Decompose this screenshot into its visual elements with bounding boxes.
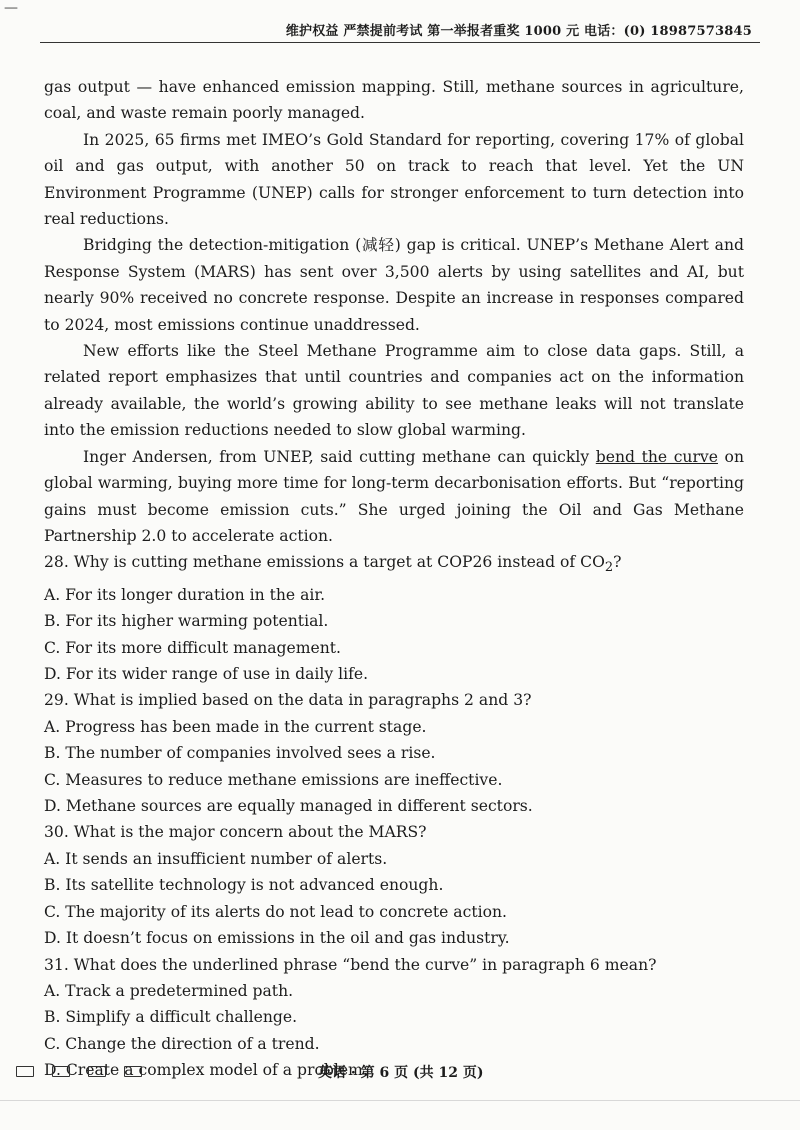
paragraph-1-tail: gas output — have enhanced emission mapping. Still, methane sources in agriculture, coal, and waste remain poorly managed.: [44, 78, 744, 123]
option-a[interactable]: A. It sends an insufficient number of alerts.: [44, 849, 388, 868]
option-c[interactable]: C. The majority of its alerts do not lead to concrete action.: [44, 902, 507, 921]
option-d[interactable]: D. It doesn’t focus on emissions in the oil and gas industry.: [44, 929, 510, 948]
paragraph-5-after: on global warming, buying more time for long-term decarbonisation efforts. But “reporting gains must become emission cuts.” She urged joining the Oil and Gas Methane Partnership 2.0 to accelerate action.: [44, 447, 744, 545]
question-stem: 28. Why is cutting methane emissions a target at COP26 instead of $CO_2$?: [44, 553, 622, 576]
subscript-2: 2: [604, 560, 614, 576]
question-30: [44, 819, 744, 951]
option-b[interactable]: B. The number of companies involved sees a rise.: [44, 744, 436, 763]
question-stem: 31. What does the underlined phrase “bend the curve” in paragraph 6 mean?: [44, 955, 657, 974]
option-c[interactable]: C. Measures to reduce methane emissions are ineffective.: [44, 770, 503, 789]
box-mark-icon: [16, 1066, 34, 1077]
option-d[interactable]: D. Create a complex model of a problem.: [44, 1061, 368, 1080]
box-mark-icon: [52, 1066, 70, 1077]
paragraph-5-before: Inger Andersen, from UNEP, said cutting methane can quickly: [83, 447, 596, 466]
paragraph-3: Bridging the detection-mitigation (减轻) gap is critical. UNEP’s Methane Alert and Response System (MARS) has sent over 3,500 alerts by using satellites and AI, but nearly 90% received no concrete response. Despite an increase in responses compared to 2024, most emissions continue unaddressed.: [44, 236, 744, 334]
question-28: [44, 549, 744, 687]
page-bottom-edge: [0, 1100, 800, 1101]
paragraph-4: New efforts like the Steel Methane Programme aim to close data gaps. Still, a related report emphasizes that until countries and companies act on the information already available, the world’s growing ability to see methane leaks will not translate into the emission reductions needed to slow global warming.: [44, 342, 744, 440]
option-a[interactable]: A. Track a predetermined path.: [44, 981, 294, 1000]
underlined-phrase: bend the curve: [595, 447, 718, 466]
option-b[interactable]: B. For its higher warming potential.: [44, 612, 329, 631]
page-number: 英语 · 第 6 页 (共 12 页): [318, 1065, 484, 1081]
box-mark-icon: [88, 1066, 106, 1077]
question-29: [44, 687, 744, 819]
option-b[interactable]: B. Simplify a difficult challenge.: [44, 1008, 298, 1027]
box-mark-icon: [124, 1066, 142, 1077]
header-divider: [40, 42, 760, 43]
question-stem: 30. What is the major concern about the MARS?: [44, 823, 427, 842]
option-b[interactable]: B. Its satellite technology is not advanced enough.: [44, 876, 444, 895]
paragraph-5: [44, 444, 744, 550]
paragraph-2: In 2025, 65 firms met IMEO’s Gold Standard for reporting, covering 17% of global oil and gas output, with another 50 on track to reach that level. Yet the UN Environment Programme (UNEP) calls for stronger enforcement to turn detection into real reductions.: [44, 130, 744, 229]
option-d[interactable]: D. Methane sources are equally managed in different sectors.: [44, 797, 533, 816]
question-stem: 29. What is implied based on the data in paragraphs 2 and 3?: [44, 691, 532, 710]
exam-notice-header: 维护权益 严禁提前考试 第一举报者重奖 1000 元 电话：(0) 18987573845: [285, 24, 752, 39]
footer-marks: [16, 1066, 142, 1077]
page-content: [44, 74, 744, 1084]
option-c[interactable]: C. For its more difficult management.: [44, 638, 342, 657]
option-d[interactable]: D. For its wider range of use in daily life.: [44, 665, 369, 684]
option-a[interactable]: A. For its longer duration in the air.: [44, 585, 326, 604]
corner-mark: —: [4, 0, 18, 16]
option-c[interactable]: C. Change the direction of a trend.: [44, 1034, 320, 1053]
option-a[interactable]: A. Progress has been made in the current stage.: [44, 717, 427, 736]
